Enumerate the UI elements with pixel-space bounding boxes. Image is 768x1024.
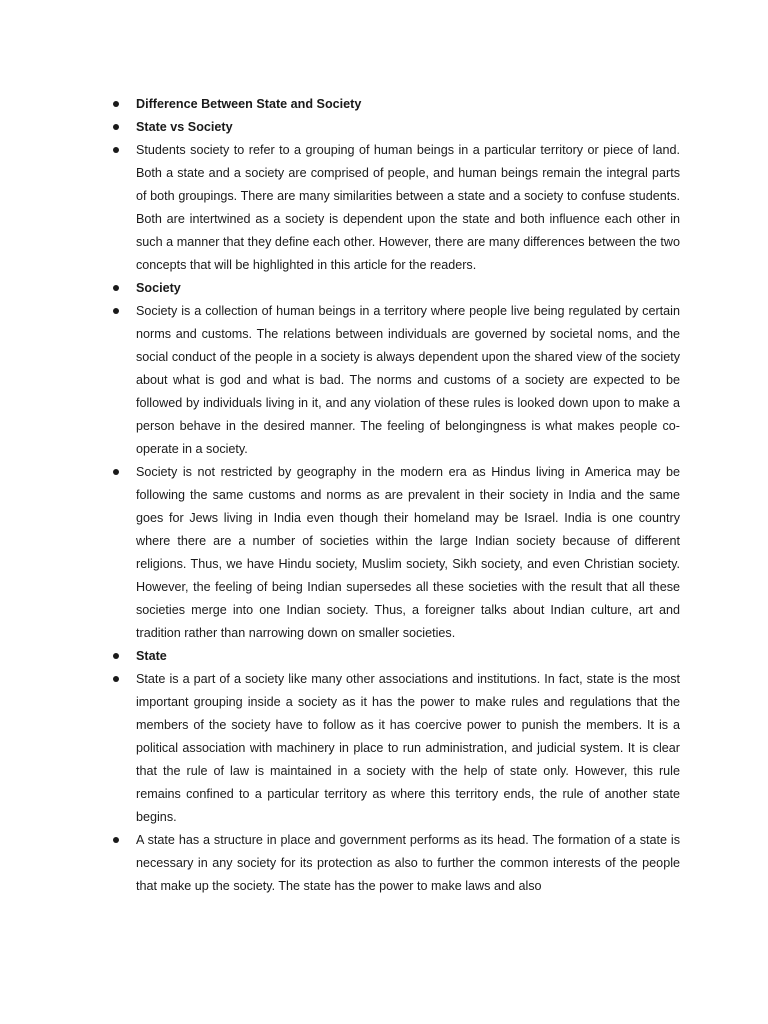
bullet-paragraph-intro (110, 139, 680, 277)
bullet-heading-society (110, 277, 680, 300)
bullet-dot (113, 147, 119, 153)
bullet-heading-title (110, 93, 680, 116)
bullet-dot (113, 101, 119, 107)
heading-text: State (136, 649, 167, 663)
bullet-paragraph-society-1 (110, 300, 680, 461)
paragraph-text: A state has a structure in place and government performs as its head. The formation of a state is necessary in any society for its protection as also to further the common interests of the people that make up the society. The state has the power to make laws and also (136, 833, 680, 893)
bullet-dot (113, 308, 119, 314)
paragraph-text: Society is a collection of human beings in a territory where people live being regulated by certain norms and customs. The relations between individuals are governed by societal noms, and the social conduct of the people in a society is always dependent upon the shared view of the society about what is god and what is bad. The norms and customs of a society are expected to be followed by individuals living in it, and any violation of these rules is looked down upon to make a person behave in the desired manner. The feeling of belongingness is what makes people co-operate in a society. (136, 304, 680, 456)
bullet-paragraph-state-1 (110, 668, 680, 829)
heading-text: State vs Society (136, 120, 233, 134)
bullet-paragraph-state-2 (110, 829, 680, 898)
bullet-dot (113, 837, 119, 843)
paragraph-text: State is a part of a society like many other associations and institutions. In fact, state is the most important grouping inside a society as it has the power to make rules and regulations that the members of the society have to follow as it has coercive power to punish the members. It is a political association with machinery in place to run administration, and judicial system. It is clear that the rule of law is maintained in a society with the help of state only. However, this rule remains confined to a particular territory as where this territory ends, the rule of another state begins. (136, 672, 680, 824)
paragraph-text: Students society to refer to a grouping of human beings in a particular territory or piece of land. Both a state and a society are comprised of people, and human beings remain the integral parts of both groupings. There are many similarities between a state and a society to confuse students. Both are intertwined as a society is dependent upon the state and both influence each other in such a manner that they define each other. However, there are many differences between the two concepts that will be highlighted in this article for the readers. (136, 143, 680, 272)
bullet-dot (113, 285, 119, 291)
bullet-dot (113, 469, 119, 475)
bullet-heading-state (110, 645, 680, 668)
bullet-dot (113, 124, 119, 130)
bullet-paragraph-society-2 (110, 461, 680, 645)
bullet-dot (113, 676, 119, 682)
heading-text: Difference Between State and Society (136, 97, 362, 111)
paragraph-text: Society is not restricted by geography in the modern era as Hindus living in America may be following the same customs and norms as are prevalent in their society in India and the same goes for Jews living in India even though their homeland may be Israel. India is one country where there are a number of societies within the large Indian society because of different religions. Thus, we have Hindu society, Muslim society, Sikh society, and even Christian society. However, the feeling of being Indian supersedes all these societies with the result that all these societies merge into one Indian society. Thus, a foreigner talks about Indian culture, art and tradition rather than narrowing down on smaller societies. (136, 465, 680, 640)
heading-text: Society (136, 281, 181, 295)
bullet-list (110, 93, 680, 898)
bullet-dot (113, 653, 119, 659)
bullet-heading-subtitle (110, 116, 680, 139)
